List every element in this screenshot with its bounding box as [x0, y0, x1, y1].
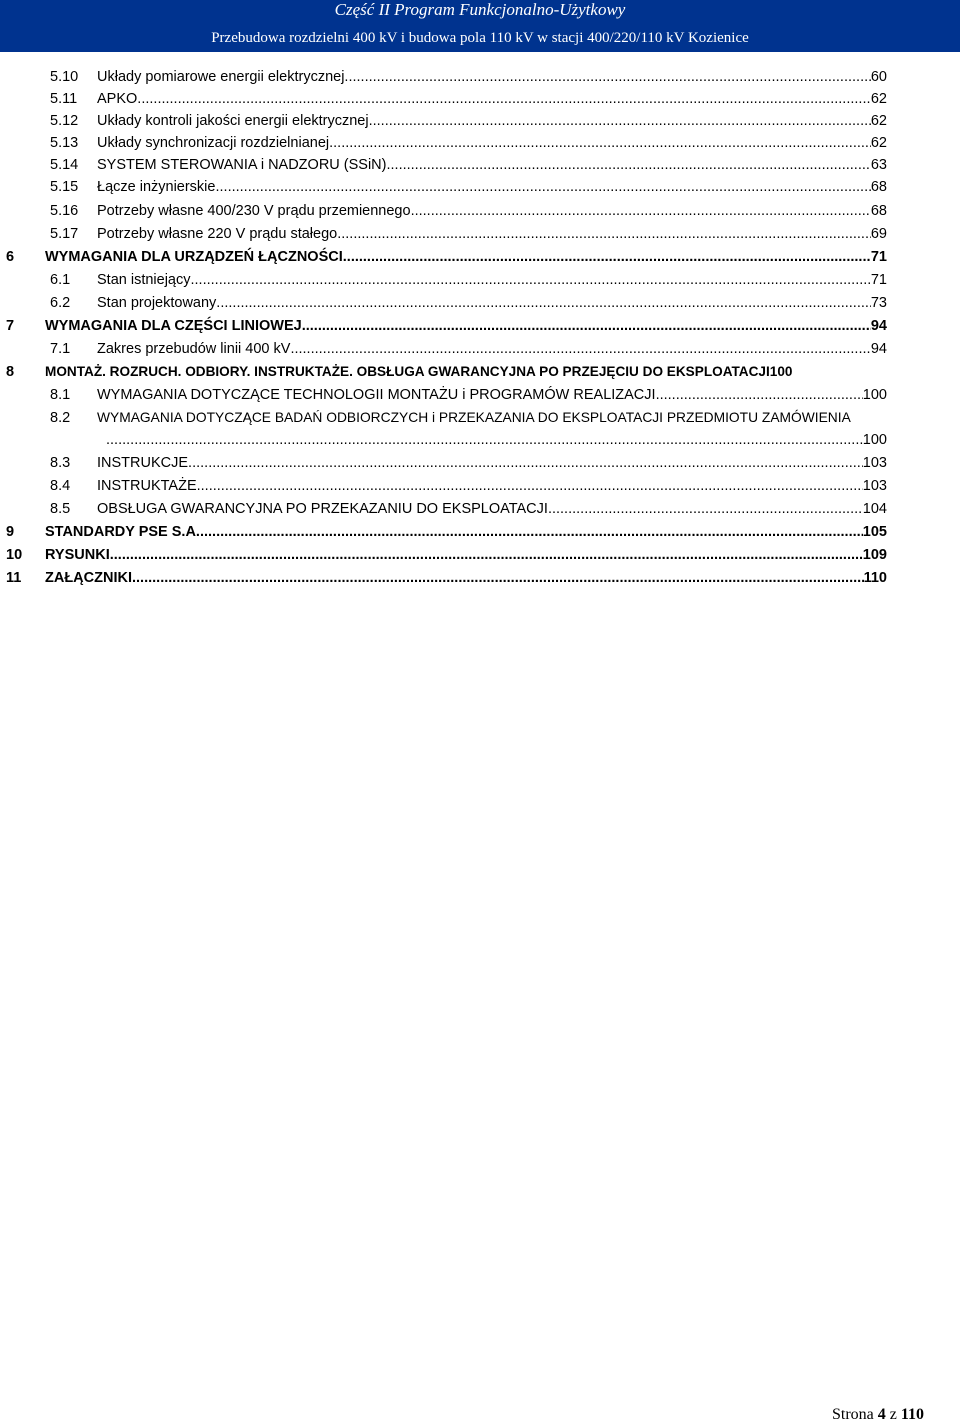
page-footer: [832, 1405, 924, 1425]
toc-page: 68: [870, 179, 887, 195]
header-title: Część II Program Funkcjonalno-Użytkowy: [334, 0, 626, 19]
toc-title: ZAŁĄCZNIKI: [45, 570, 132, 586]
toc-page: 73: [870, 295, 887, 311]
toc-page: 71: [870, 249, 887, 265]
toc-title: Stan projektowany: [97, 295, 217, 311]
toc-title: WYMAGANIA DOTYCZĄCE TECHNOLOGII MONTAŻU i PROGRAMÓW REALIZACJI: [97, 387, 656, 403]
toc-page: 62: [870, 135, 887, 151]
toc-number: 7: [6, 318, 15, 334]
footer-label: Strona: [832, 1406, 874, 1423]
toc-title: Łącze inżynierskie: [97, 179, 216, 195]
toc-title: Układy kontroli jakości energii elektrycznej: [97, 113, 369, 129]
toc-title: Potrzeby własne 400/230 V prądu przemiennego: [97, 203, 411, 219]
toc-page: 62: [870, 91, 887, 107]
toc-number: 8.2: [50, 410, 71, 426]
toc-title: Układy synchronizacji rozdzielnianej: [97, 135, 330, 151]
toc-page: 103: [862, 455, 887, 471]
toc-page: 105: [862, 524, 887, 540]
toc-number: 7.1: [50, 341, 71, 357]
toc-title: INSTRUKCJE: [97, 455, 189, 471]
toc-number: 8.3: [50, 455, 71, 471]
toc-page: 103: [862, 478, 887, 494]
toc-page: 94: [870, 318, 887, 334]
toc-page: 100: [862, 387, 887, 403]
toc-number: 9: [6, 524, 15, 540]
toc-number: 5.12: [50, 113, 79, 129]
toc-number: 5.17: [50, 226, 79, 242]
toc-number: 5.13: [50, 135, 79, 151]
toc-page: 62: [870, 113, 887, 129]
toc-title: WYMAGANIA DOTYCZĄCE BADAŃ ODBIORCZYCH i PRZEKAZANIA DO EKSPLOATACJI PRZEDMIOTU ZAMÓWIENIA: [97, 410, 851, 425]
toc-title: Układy pomiarowe energii elektrycznej: [97, 69, 345, 85]
page-header: [0, 0, 960, 52]
toc-number: 8.1: [50, 387, 71, 403]
toc-page: 100: [862, 432, 887, 448]
toc-title: APKO: [97, 91, 138, 107]
toc-number: 6: [6, 249, 15, 265]
toc-title: SYSTEM STEROWANIA i NADZORU (SSiN): [97, 157, 387, 173]
toc-title: OBSŁUGA GWARANCYJNA PO PRZEKAZANIU DO EKSPLOATACJI: [97, 501, 548, 517]
toc-number: 5.11: [50, 91, 78, 107]
toc-page: 94: [870, 341, 887, 357]
toc-number: 5.16: [50, 203, 79, 219]
toc-page: 63: [870, 157, 887, 173]
toc-number: 5.15: [50, 179, 79, 195]
toc-title: Zakres przebudów linii 400 kV: [97, 341, 291, 357]
toc-page: 100: [769, 364, 793, 379]
toc-title: WYMAGANIA DLA URZĄDZEŃ ŁĄCZNOŚCI: [45, 249, 343, 265]
toc-number: 8: [6, 364, 15, 380]
toc-number: 11: [6, 570, 22, 586]
toc-title: MONTAŻ. ROZRUCH. ODBIORY. INSTRUKTAŻE. OBSŁUGA GWARANCYJNA PO PRZEJĘCIU DO EKSPLOATACJI: [45, 364, 770, 379]
toc-page: 69: [870, 226, 887, 242]
toc-number: 6.1: [50, 272, 71, 288]
toc-title: STANDARDY PSE S.A.: [45, 524, 200, 540]
toc-page: 110: [863, 570, 887, 586]
toc-title: RYSUNKI: [45, 547, 110, 563]
footer-current-page: 4: [877, 1406, 886, 1423]
toc-title: WYMAGANIA DLA CZĘŚCI LINIOWEJ: [45, 318, 302, 334]
toc-page: 68: [870, 203, 887, 219]
toc-page: 104: [862, 501, 887, 517]
footer-of: z: [889, 1406, 897, 1423]
toc-number: 6.2: [50, 295, 71, 311]
toc-title: Potrzeby własne 220 V prądu stałego: [97, 226, 338, 242]
toc-page: 109: [862, 547, 887, 563]
toc-title: INSTRUKTAŻE: [97, 478, 197, 494]
toc-page: 60: [870, 69, 887, 85]
toc-number: 5.14: [50, 157, 79, 173]
toc-number: 8.4: [50, 478, 71, 494]
toc-title: Stan istniejący: [97, 272, 191, 288]
toc-number: 8.5: [50, 501, 71, 517]
toc-number: 5.10: [50, 69, 79, 85]
header-subtitle: Przebudowa rozdzielni 400 kV i budowa pola 110 kV w stacji 400/220/110 kV Kozienice: [211, 30, 749, 46]
toc-number: 10: [6, 547, 23, 563]
toc-page: 71: [870, 272, 887, 288]
footer-total-pages: 110: [900, 1406, 925, 1423]
